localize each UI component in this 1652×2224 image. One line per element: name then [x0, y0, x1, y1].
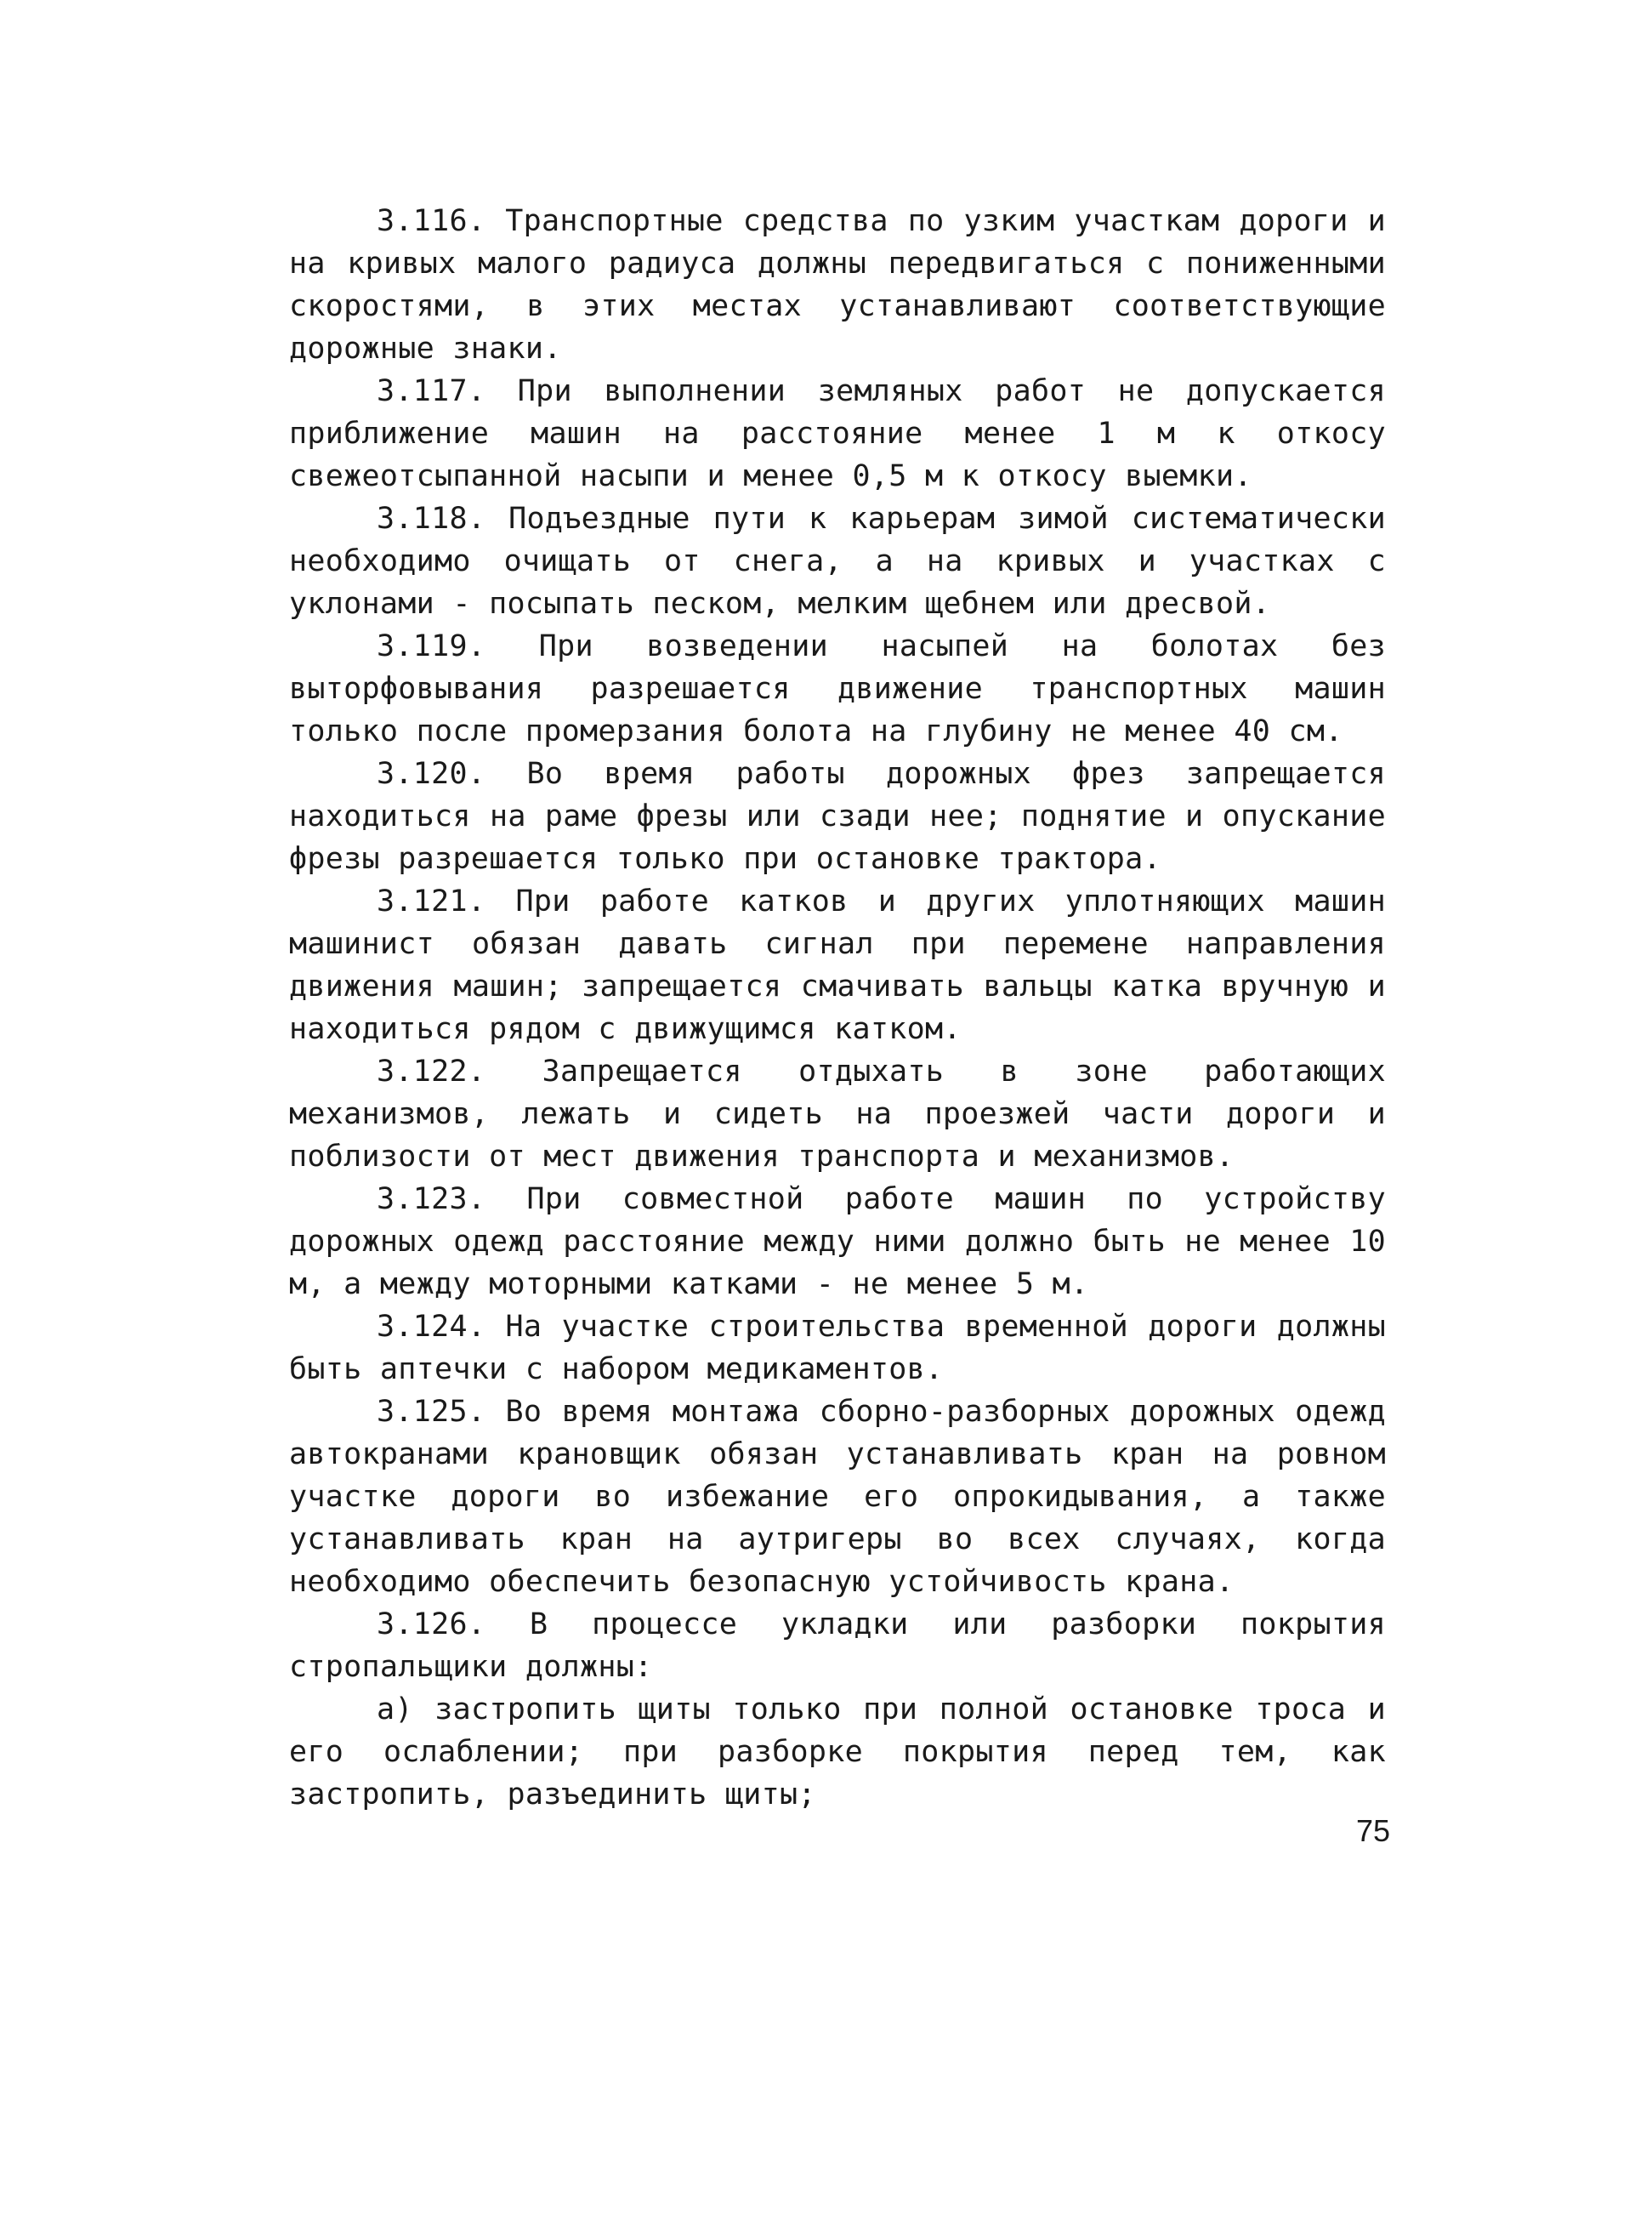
- paragraph-3-116: 3.116. Транспортные средства по узким участкам дороги и на кривых малого радиуса должны передвигаться с пониженными скоростями, в этих местах устанавливают соответствующие дорожные знаки.: [289, 204, 1386, 366]
- paragraph-3-122: 3.122. Запрещается отдыхать в зоне работающих механизмов, лежать и сидеть на проезжей части дороги и поблизости от мест движения транспорта и механизмов.: [289, 1055, 1386, 1174]
- paragraph-3-125: 3.125. Во время монтажа сборно-разборных дорожных одежд автокранами крановщик обязан устанавливать кран на ровном участке дороги во избежание его опрокидывания, а также устанавливать кран на аутригеры во всех случаях, когда необходимо обеспечить безопасную устойчивость крана.: [289, 1395, 1386, 1599]
- paragraph-3-117: 3.117. При выполнении земляных работ не допускается приближение машин на расстояние менее 1 м к откосу свежеотсыпанной насыпи и менее 0,5 м к откосу выемки.: [289, 374, 1386, 493]
- paragraph-3-119: 3.119. При возведении насыпей на болотах без выторфовывания разрешается движение транспортных машин только после промерзания болота на глубину не менее 40 см.: [289, 629, 1386, 748]
- paragraph-3-120: 3.120. Во время работы дорожных фрез запрещается находиться на раме фрезы или сзади нее; поднятие и опускание фрезы разрешается только при остановке трактора.: [289, 757, 1386, 876]
- paragraph-3-126: 3.126. В процессе укладки или разборки покрытия стропальщики должны:: [289, 1607, 1386, 1684]
- paragraph-3-124: 3.124. На участке строительства временной дороги должны быть аптечки с набором медикаментов.: [289, 1310, 1386, 1386]
- paragraph-3-126-a: а) застропить щиты только при полной остановке троса и его ослаблении; при разборке покрытия перед тем, как застропить, разъединить щиты;: [289, 1692, 1386, 1812]
- paragraph-3-118: 3.118. Подъездные пути к карьерам зимой систематически необходимо очищать от снега, а на кривых и участках с уклонами - посыпать песком, мелким щебнем или дресвой.: [289, 502, 1386, 621]
- page-number: 75: [1355, 1813, 1390, 1848]
- body-text: [289, 200, 1386, 1816]
- paragraph-3-123: 3.123. При совместной работе машин по устройству дорожных одежд расстояние между ними должно быть не менее 10 м, а между моторными катками - не менее 5 м.: [289, 1182, 1386, 1301]
- paragraph-3-121: 3.121. При работе катков и других уплотняющих машин машинист обязан давать сигнал при перемене направления движения машин; запрещается смачивать вальцы катка вручную и находиться рядом с движущимся катком.: [289, 884, 1386, 1046]
